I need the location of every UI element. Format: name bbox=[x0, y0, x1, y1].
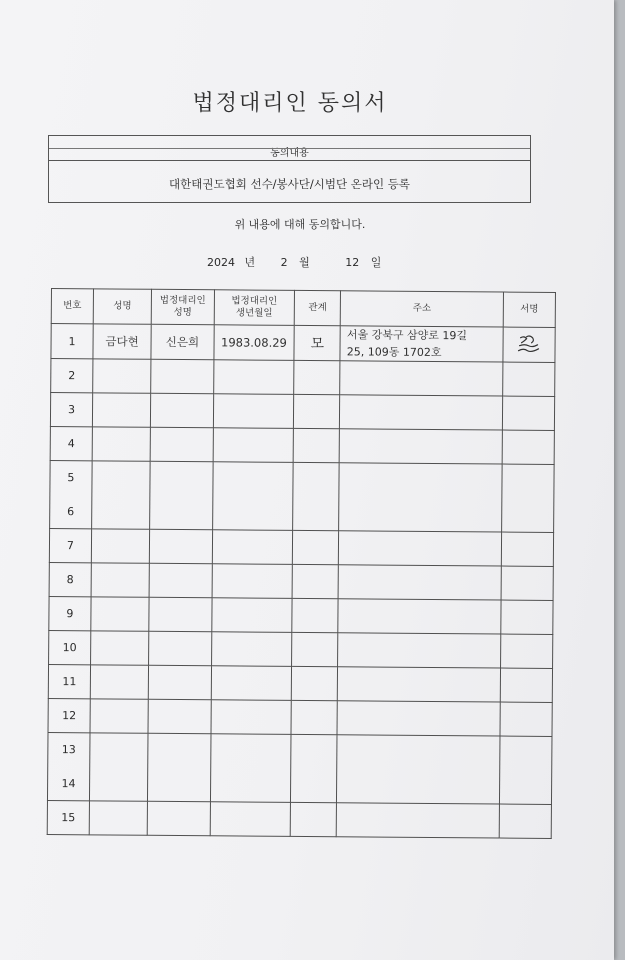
consent-header bbox=[49, 136, 530, 161]
document-title: 법정대리인 동의서 bbox=[192, 91, 388, 116]
date-year: 2024 bbox=[207, 256, 235, 269]
header-name: 성명 bbox=[93, 289, 152, 324]
table-row bbox=[50, 426, 554, 464]
address-cell bbox=[340, 326, 503, 362]
consent-header-label: 동의내용 bbox=[270, 148, 309, 159]
date-day: 12 bbox=[345, 256, 360, 269]
row-number: 3 bbox=[50, 393, 92, 427]
agree-statement: 위 내용에 대해 동의합니다. bbox=[234, 218, 366, 231]
table-row bbox=[49, 562, 553, 600]
row-number: 11 bbox=[48, 664, 90, 698]
table-row bbox=[50, 393, 554, 431]
student-name: 금다현 bbox=[93, 324, 152, 359]
header-no: 번호 bbox=[51, 289, 93, 324]
row-number: 5 bbox=[67, 471, 75, 485]
header-rep-name bbox=[151, 289, 214, 324]
table-row bbox=[51, 324, 555, 363]
row-number: 6 bbox=[67, 504, 75, 518]
table-row bbox=[49, 630, 553, 668]
header-rep-birth-line2: 생년월일 bbox=[235, 307, 273, 319]
row-number: 8 bbox=[49, 562, 91, 596]
date-line bbox=[207, 254, 381, 270]
date-day-unit: 일 bbox=[370, 256, 382, 269]
table-row-merged bbox=[50, 460, 555, 532]
header-rep-name-line2: 성명 bbox=[173, 306, 192, 319]
row-number: 13 bbox=[61, 743, 76, 757]
handwritten-signature-icon bbox=[516, 332, 542, 354]
consent-content: 대한태권도협회 선수/봉사단/시범단 온라인 등록 bbox=[169, 177, 410, 191]
table-row bbox=[51, 359, 555, 397]
table-row bbox=[48, 664, 552, 702]
row-number: 7 bbox=[49, 528, 91, 562]
date-month: 2 bbox=[280, 256, 288, 269]
header-address: 주소 bbox=[340, 291, 503, 327]
address-line2: 25, 109동 1702호 bbox=[346, 345, 442, 360]
table-row-merged bbox=[47, 732, 552, 804]
row-number-pair bbox=[50, 460, 92, 528]
row-number: 15 bbox=[47, 800, 89, 834]
table-row bbox=[49, 528, 553, 566]
relation: 모 bbox=[294, 325, 340, 360]
address-line1: 서울 강북구 삼양로 19길 bbox=[346, 328, 468, 343]
row-number: 4 bbox=[50, 426, 92, 460]
rep-name: 신은희 bbox=[151, 324, 214, 359]
row-number: 1 bbox=[51, 324, 93, 359]
header-signature: 서명 bbox=[503, 292, 555, 327]
table-header-row bbox=[51, 289, 555, 328]
row-number: 10 bbox=[49, 630, 91, 664]
table-row bbox=[49, 596, 553, 634]
signature-cell bbox=[503, 327, 555, 362]
row-number: 14 bbox=[61, 776, 76, 790]
rep-birthdate: 1983.08.29 bbox=[213, 325, 294, 361]
table-row bbox=[47, 800, 551, 838]
header-rep-birth bbox=[214, 290, 295, 326]
header-rep-name-line1: 법정대리인 bbox=[159, 294, 206, 307]
date-year-unit: 년 bbox=[244, 256, 256, 269]
date-month-unit: 월 bbox=[299, 256, 310, 269]
header-relation: 관계 bbox=[294, 290, 340, 325]
row-number: 2 bbox=[51, 359, 93, 393]
table-row bbox=[48, 698, 552, 736]
row-number: 12 bbox=[48, 698, 90, 732]
consent-table bbox=[47, 288, 556, 839]
row-number: 9 bbox=[49, 596, 91, 630]
row-number-pair bbox=[47, 732, 89, 800]
header-rep-birth-line1: 법정대리인 bbox=[231, 295, 278, 307]
consent-box bbox=[48, 135, 531, 203]
